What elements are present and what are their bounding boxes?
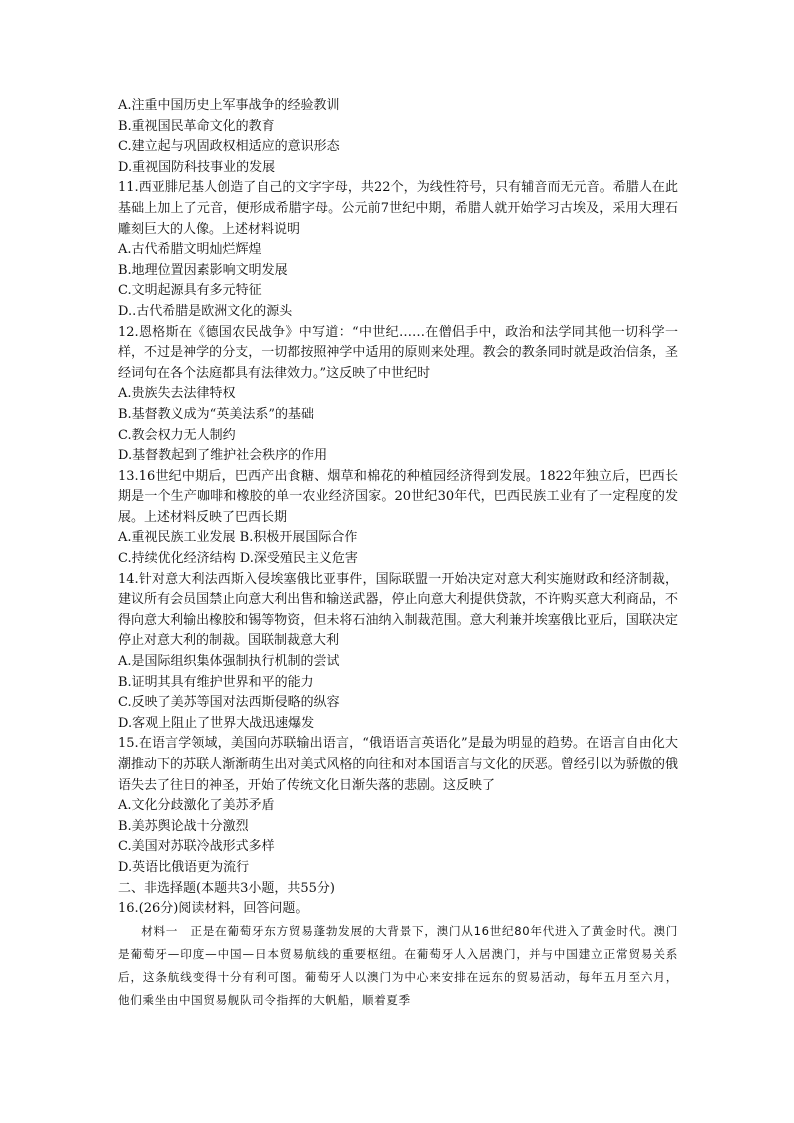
option-b: B.地理位置因素影响文明发展 — [118, 262, 288, 278]
question-stem: 12.恩格斯在《德国农民战争》中写道：“中世纪……在僧侣手中，政治和法学同其他一切科学一样，不过是神学的分支，一切都按照神学中适用的原则来处理。教会的教条同时就是政治信条，圣经词句在各个法庭都具有法律效力。”这反映了中世纪时 — [118, 324, 678, 381]
question-16-stem: 16.(26分)阅读材料，回答问题。 — [118, 901, 309, 917]
option-d: D.英语比俄语更为流行 — [118, 859, 250, 875]
option-b: B.美苏舆论战十分激烈 — [118, 818, 249, 834]
option-a: A.文化分歧激化了美苏矛盾 — [118, 798, 275, 814]
question-15 — [118, 734, 678, 878]
option-ab: A.重视民族工业发展 B.积极开展国际合作 — [118, 530, 358, 546]
option-d: D.基督教起到了维护社会秩序的作用 — [118, 448, 328, 464]
option-c: C.文明起源具有多元特征 — [118, 283, 262, 299]
question-stem: 13.16世纪中期后，巴西产出食糖、烟草和棉花的种植园经济得到发展。1822年独立后，巴西长期是一个生产咖啡和橡胶的单一农业经济国家。20世纪30年代，巴西民族工业有了一定程度的发展。上述材料反映了巴西长期 — [118, 468, 678, 525]
option-b: B.重视国民革命文化的教育 — [118, 118, 275, 134]
option-d: D..古代希腊是欧洲文化的源头 — [118, 303, 293, 319]
question-11 — [118, 178, 678, 322]
option-a: A.是国际组织集体强制执行机制的尝试 — [118, 654, 340, 670]
question-13 — [118, 467, 678, 570]
exam-page — [118, 96, 678, 1012]
option-d: D.重视国防科技事业的发展 — [118, 159, 276, 175]
option-b: B.证明其具有维护世界和平的能力 — [118, 674, 314, 690]
option-c: C.美国对苏联冷战形式多样 — [118, 839, 275, 855]
option-a: A.古代希腊文明灿烂辉煌 — [118, 242, 262, 258]
option-c: C.反映了美苏等国对法西斯侵略的纵容 — [118, 695, 340, 711]
option-b: B.基督教义成为“英美法系”的基础 — [118, 406, 314, 422]
question-stem: 15.在语言学领域，美国向苏联输出语言，“俄语语言英语化”是最为明显的趋势。在语言自由化大潮推动下的苏联人渐渐萌生出对美式风格的向往和对本国语言与文化的厌恶。曾经引以为骄傲的俄语失去了往日的神圣，开始了传统文化日渐失落的悲剧。这反映了 — [118, 736, 678, 793]
section-non-choice — [118, 879, 678, 1012]
option-c: C.建立起与巩固政权相适应的意识形态 — [118, 139, 340, 155]
option-c: C.教会权力无人制约 — [118, 427, 236, 443]
question-stem: 11.西亚腓尼基人创造了自己的文字字母，共22个，为线性符号，只有辅音而无元音。希腊人在此基础上加上了元音，便形成希腊字母。公元前7世纪中期，希腊人就开始学习古埃及，采用大理石雕刻巨大的人像。上述材料说明 — [118, 180, 678, 237]
question-10-options — [118, 96, 678, 178]
option-a: A.贵族失去法律特权 — [118, 386, 236, 402]
option-a: A.注重中国历史上军事战争的经验教训 — [118, 98, 340, 113]
option-d: D.客观上阻止了世界大战迅速爆发 — [118, 715, 315, 731]
question-14 — [118, 570, 678, 735]
question-stem: 14.针对意大利法西斯入侵埃塞俄比亚事件，国际联盟一开始决定对意大利实施财政和经济制裁，建议所有会员国禁止向意大利出售和输送武器，停止向意大利提供贷款，不许购买意大利商品，不得向意大利输出橡胶和锡等物资，但未将石油纳入制裁范围。意大利兼并埃塞俄比亚后，国联决定停止对意大利的制裁。国联制裁意大利 — [118, 571, 678, 649]
question-12 — [118, 323, 678, 467]
section-heading: 二、非选择题(本题共3小题，共55分) — [118, 880, 335, 896]
material-one: 材料一 正是在葡萄牙东方贸易蓬勃发展的大背景下，澳门从16世纪80年代进入了黄金时代。澳门是葡萄牙—印度—中国—日本贸易航线的重要枢纽。在葡萄牙人入居澳门，并与中国建立正常贸易关系后，这条航线变得十分有利可图。葡萄牙人以澳门为中心来安排在远东的贸易活动，每年五月至六月，他们乘坐由中国贸易舰队司令指挥的大帆船，顺着夏季 — [118, 923, 678, 1007]
option-cd: C.持续优化经济结构 D.深受殖民主义危害 — [118, 551, 358, 567]
